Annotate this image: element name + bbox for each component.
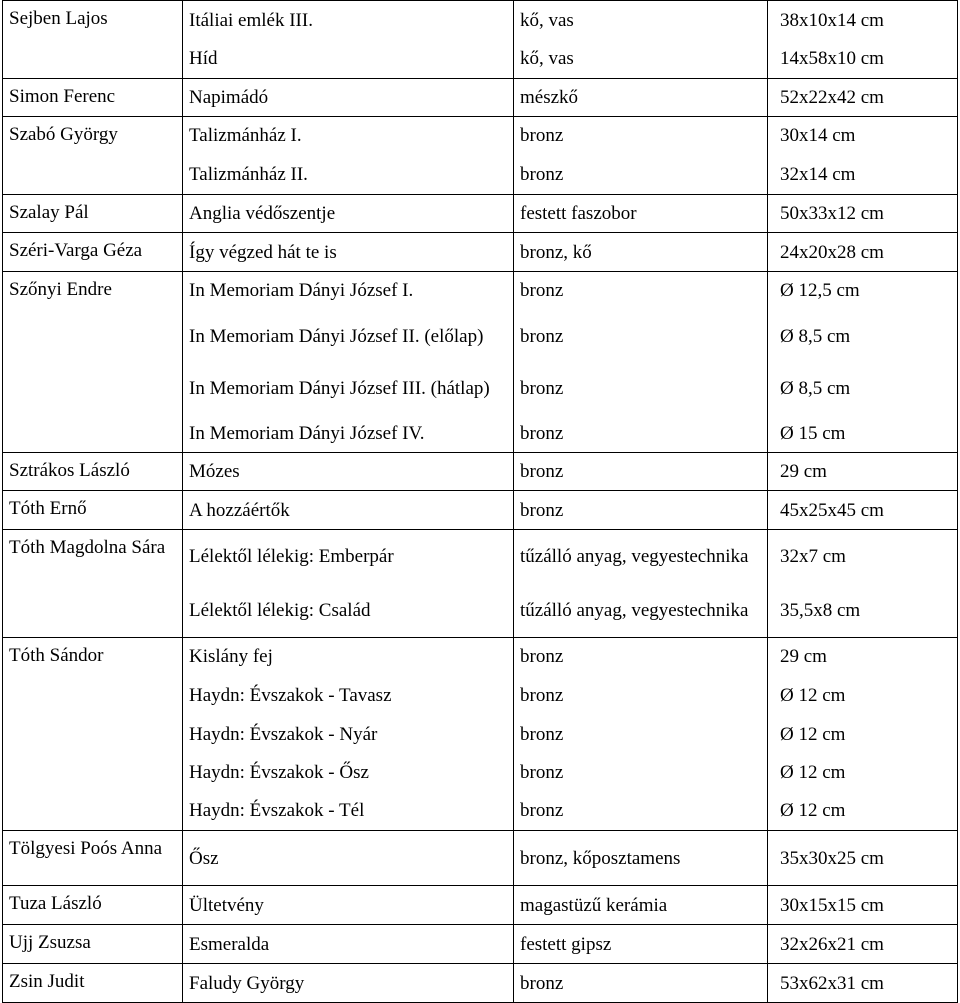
table-row (3, 415, 958, 453)
size-cell: 50x33x12 cm (768, 195, 958, 233)
size-cell: 32x14 cm (768, 155, 958, 195)
artist-cell (3, 676, 183, 715)
artwork-table-body (3, 1, 958, 1003)
material-cell: bronz (514, 754, 768, 792)
title-cell: Napimádó (183, 79, 514, 117)
title-cell: Ültetvény (183, 886, 514, 925)
table-row (3, 886, 958, 925)
artist-cell (3, 754, 183, 792)
size-cell: 32x26x21 cm (768, 925, 958, 964)
table-row (3, 792, 958, 831)
artist-cell: Ujj Zsuzsa (3, 925, 183, 964)
material-cell: bronz, kő (514, 233, 768, 272)
table-row (3, 310, 958, 363)
table-row (3, 272, 958, 310)
title-cell: Lélektől lélekig: Család (183, 584, 514, 638)
material-cell: bronz (514, 491, 768, 530)
title-cell: Így végzed hát te is (183, 233, 514, 272)
size-cell: 30x14 cm (768, 117, 958, 155)
artist-cell: Széri-Varga Géza (3, 233, 183, 272)
title-cell: Híd (183, 40, 514, 79)
size-cell: 38x10x14 cm (768, 1, 958, 40)
artist-cell (3, 584, 183, 638)
size-cell: Ø 12,5 cm (768, 272, 958, 310)
size-cell: 53x62x31 cm (768, 964, 958, 1003)
table-row (3, 233, 958, 272)
table-row (3, 638, 958, 676)
table-row (3, 195, 958, 233)
artist-cell: Sejben Lajos (3, 1, 183, 40)
artist-cell: Szőnyi Endre (3, 272, 183, 310)
title-cell: Haydn: Évszakok - Tavasz (183, 676, 514, 715)
size-cell: Ø 8,5 cm (768, 310, 958, 363)
table-row (3, 584, 958, 638)
table-row (3, 1, 958, 40)
size-cell: Ø 12 cm (768, 676, 958, 715)
title-cell: Kislány fej (183, 638, 514, 676)
material-cell: kő, vas (514, 40, 768, 79)
size-cell: 45x25x45 cm (768, 491, 958, 530)
material-cell: bronz (514, 415, 768, 453)
artist-cell (3, 792, 183, 831)
title-cell: Ősz (183, 831, 514, 886)
artist-cell (3, 155, 183, 195)
artist-cell: Szabó György (3, 117, 183, 155)
size-cell: Ø 12 cm (768, 754, 958, 792)
table-row (3, 964, 958, 1003)
artist-cell (3, 415, 183, 453)
material-cell: bronz (514, 792, 768, 831)
title-cell: Itáliai emlék III. (183, 1, 514, 40)
size-cell: 24x20x28 cm (768, 233, 958, 272)
artist-cell: Tölgyesi Poós Anna (3, 831, 183, 886)
title-cell: A hozzáértők (183, 491, 514, 530)
material-cell: bronz (514, 964, 768, 1003)
artwork-table (2, 0, 958, 1003)
table-row (3, 754, 958, 792)
title-cell: Talizmánház I. (183, 117, 514, 155)
material-cell: festett gipsz (514, 925, 768, 964)
table-row (3, 363, 958, 415)
table-row (3, 715, 958, 754)
table-row (3, 530, 958, 584)
table-row (3, 925, 958, 964)
title-cell: Anglia védőszentje (183, 195, 514, 233)
artist-cell: Sztrákos László (3, 453, 183, 491)
size-cell: 52x22x42 cm (768, 79, 958, 117)
title-cell: Talizmánház II. (183, 155, 514, 195)
table-row (3, 831, 958, 886)
table-row (3, 40, 958, 79)
material-cell: bronz (514, 715, 768, 754)
artist-cell: Tuza László (3, 886, 183, 925)
artist-cell (3, 363, 183, 415)
title-cell: Lélektől lélekig: Emberpár (183, 530, 514, 584)
material-cell: tűzálló anyag, vegyestechnika (514, 530, 768, 584)
artist-cell: Szalay Pál (3, 195, 183, 233)
size-cell: 29 cm (768, 638, 958, 676)
material-cell: bronz, kőposztamens (514, 831, 768, 886)
size-cell: Ø 12 cm (768, 792, 958, 831)
size-cell: 29 cm (768, 453, 958, 491)
material-cell: bronz (514, 117, 768, 155)
artist-cell: Tóth Magdolna Sára (3, 530, 183, 584)
artist-cell: Zsin Judit (3, 964, 183, 1003)
size-cell: Ø 12 cm (768, 715, 958, 754)
material-cell: bronz (514, 363, 768, 415)
table-row (3, 117, 958, 155)
title-cell: In Memoriam Dányi József III. (hátlap) (183, 363, 514, 415)
table-row (3, 79, 958, 117)
size-cell: 14x58x10 cm (768, 40, 958, 79)
artist-cell: Tóth Ernő (3, 491, 183, 530)
artist-cell: Simon Ferenc (3, 79, 183, 117)
title-cell: In Memoriam Dányi József I. (183, 272, 514, 310)
artist-cell: Tóth Sándor (3, 638, 183, 676)
material-cell: bronz (514, 676, 768, 715)
material-cell: bronz (514, 310, 768, 363)
table-row (3, 155, 958, 195)
size-cell: 35,5x8 cm (768, 584, 958, 638)
size-cell: Ø 15 cm (768, 415, 958, 453)
title-cell: In Memoriam Dányi József IV. (183, 415, 514, 453)
material-cell: bronz (514, 638, 768, 676)
title-cell: Faludy György (183, 964, 514, 1003)
material-cell: mészkő (514, 79, 768, 117)
material-cell: bronz (514, 155, 768, 195)
material-cell: tűzálló anyag, vegyestechnika (514, 584, 768, 638)
table-row (3, 676, 958, 715)
size-cell: 30x15x15 cm (768, 886, 958, 925)
title-cell: Esmeralda (183, 925, 514, 964)
material-cell: magastüzű kerámia (514, 886, 768, 925)
material-cell: festett faszobor (514, 195, 768, 233)
title-cell: Haydn: Évszakok - Tél (183, 792, 514, 831)
material-cell: bronz (514, 453, 768, 491)
title-cell: Mózes (183, 453, 514, 491)
table-row (3, 453, 958, 491)
artist-cell (3, 715, 183, 754)
artist-cell (3, 310, 183, 363)
artist-cell (3, 40, 183, 79)
size-cell: Ø 8,5 cm (768, 363, 958, 415)
table-row (3, 491, 958, 530)
size-cell: 35x30x25 cm (768, 831, 958, 886)
title-cell: Haydn: Évszakok - Nyár (183, 715, 514, 754)
size-cell: 32x7 cm (768, 530, 958, 584)
material-cell: bronz (514, 272, 768, 310)
title-cell: Haydn: Évszakok - Ősz (183, 754, 514, 792)
title-cell: In Memoriam Dányi József II. (előlap) (183, 310, 514, 363)
material-cell: kő, vas (514, 1, 768, 40)
